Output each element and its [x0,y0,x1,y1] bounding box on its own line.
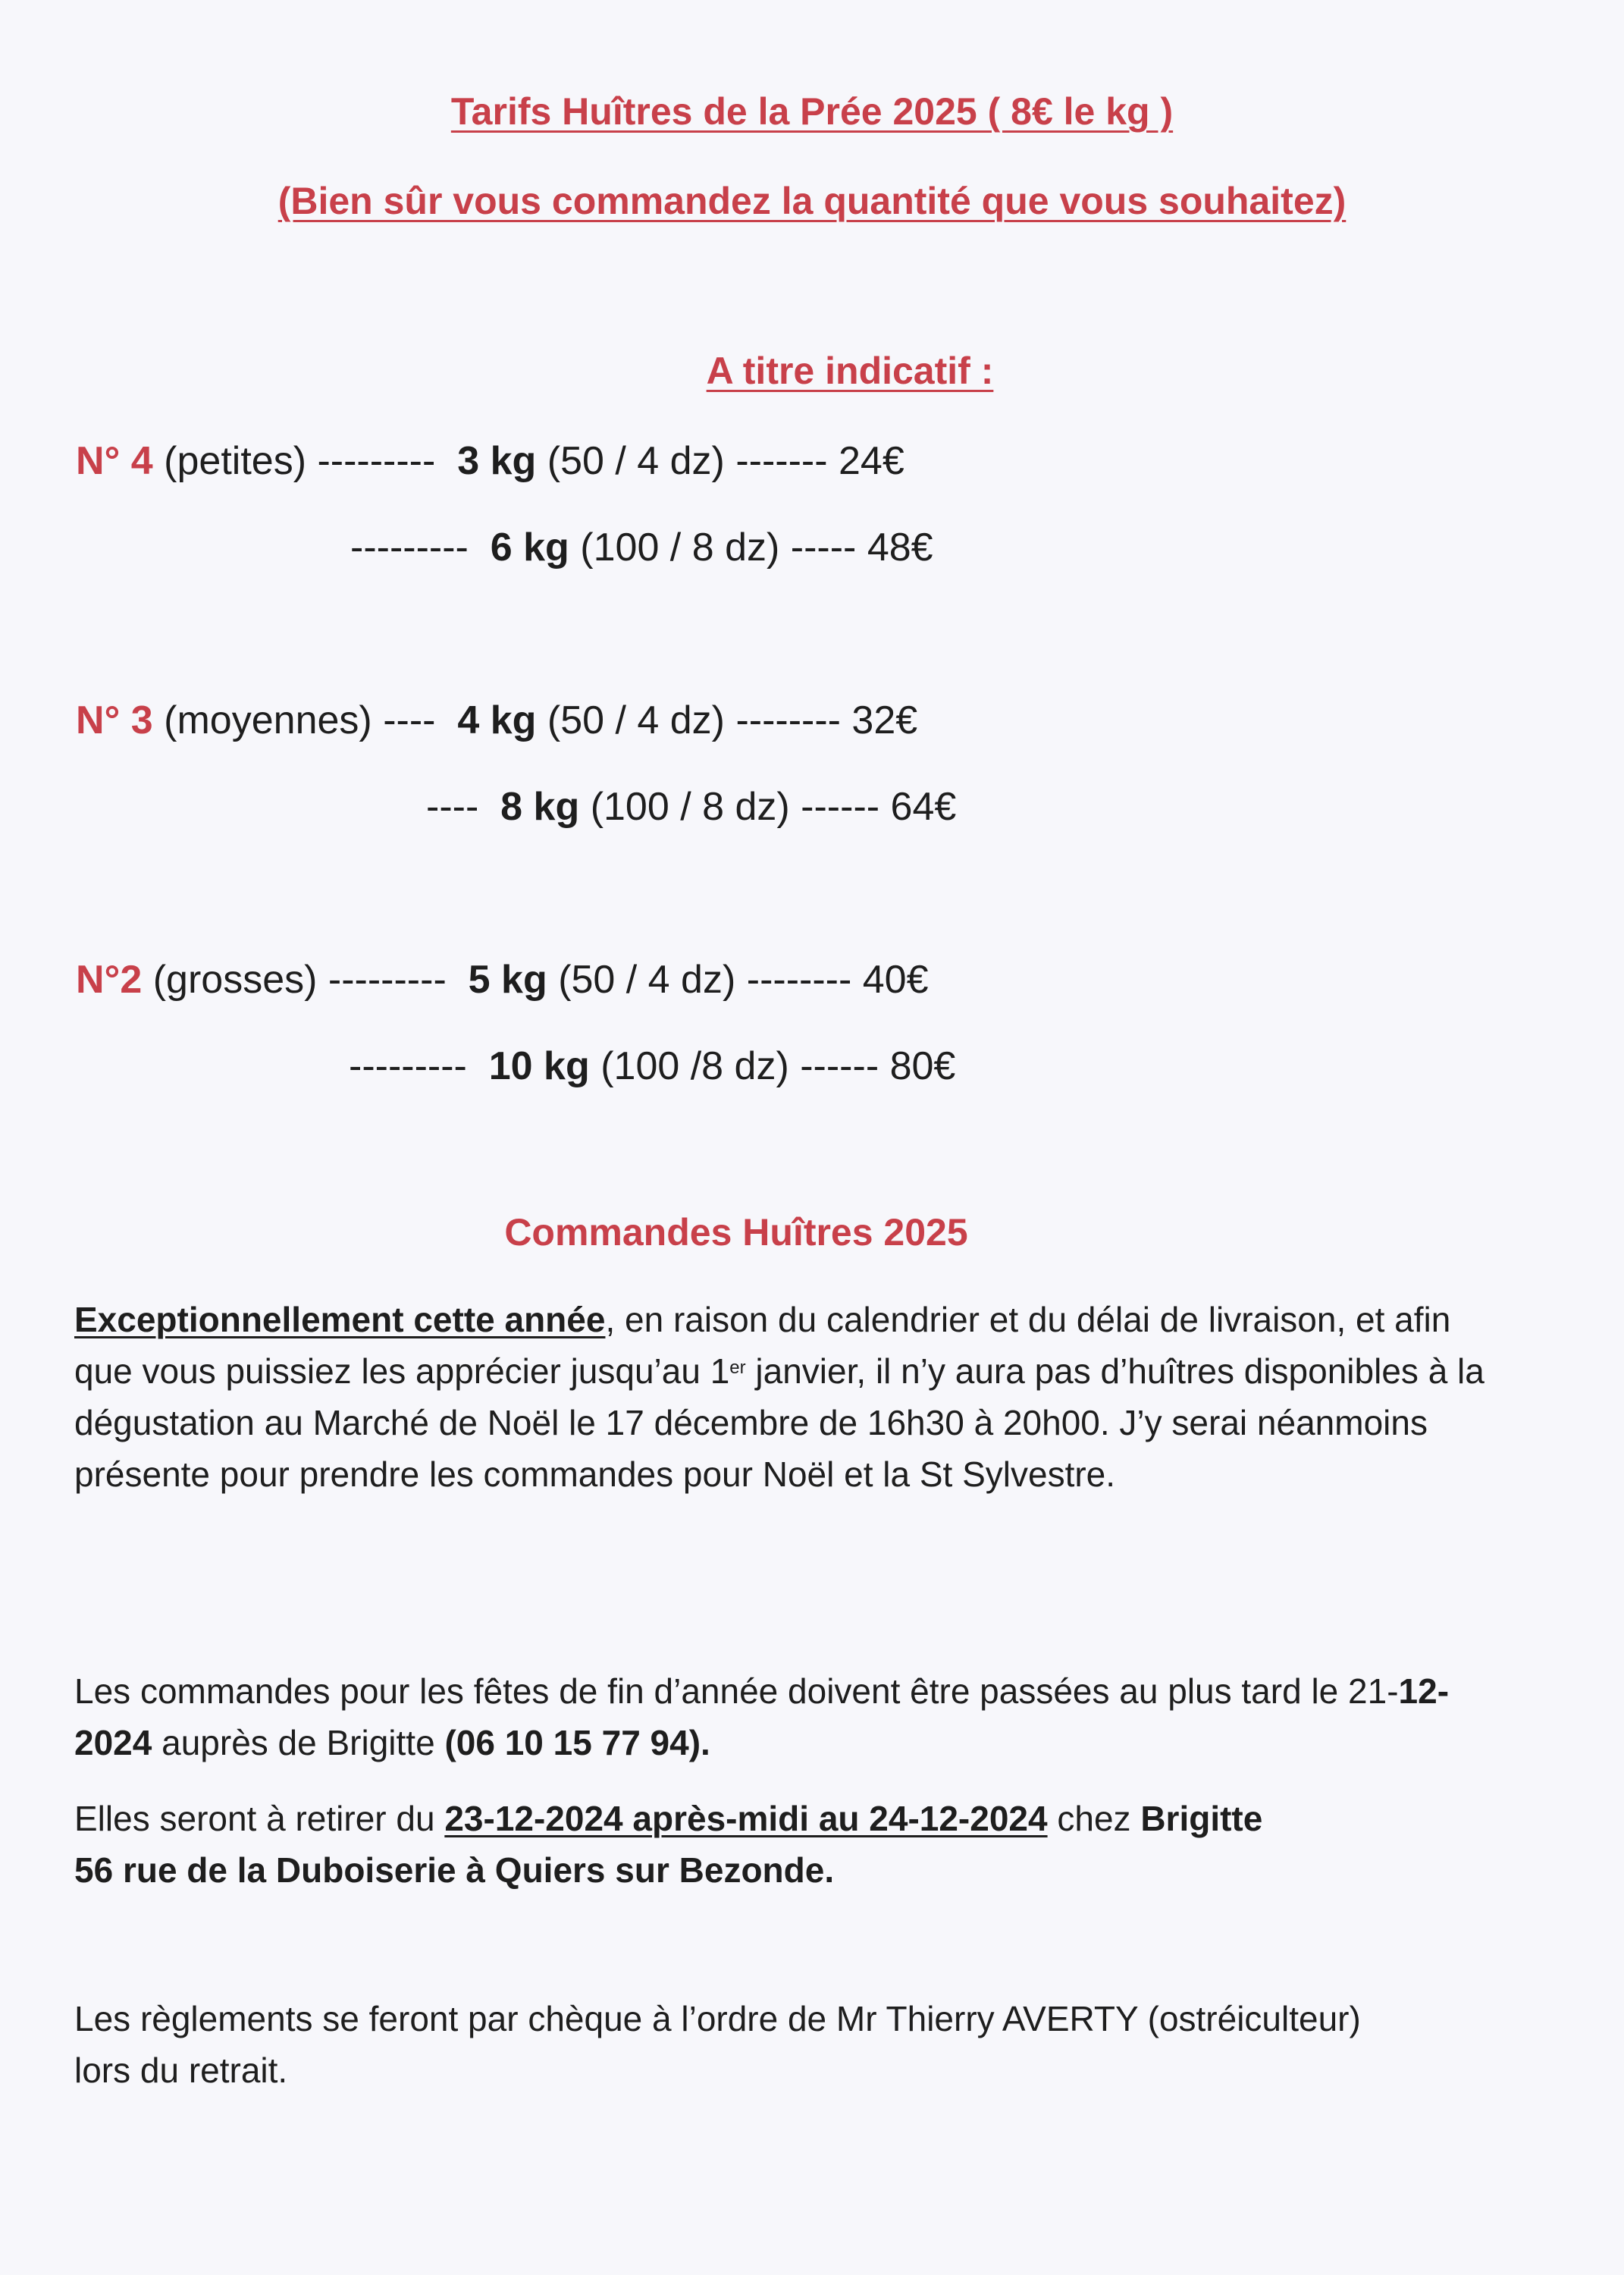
superscript: er [729,1357,746,1378]
dash: -------- [746,958,852,1002]
tarif-n2-row1 [76,957,929,1003]
tarif-qty: (50 / 4 dz) [547,439,725,483]
commandes-text: , en raison du calendrier et du délai de livraison, et afin que vous puissiez les apprécier jusqu’au 1 [74,1300,1451,1391]
tarif-n3-row2 [426,784,956,830]
dash: ---- [383,698,436,742]
commandes-paragraph-3 [74,1793,1515,1896]
commandes-text: Les commandes pour les fêtes de fin d’année doivent être passées au plus tard le 21- [74,1671,1399,1711]
tarif-qty: (100 / 8 dz) [580,526,780,570]
tarif-price: 24€ [838,439,904,483]
tarif-kg: 10 kg [488,1044,590,1088]
tarif-qty: (100 /8 dz) [600,1044,789,1088]
tarif-kg: 8 kg [500,785,580,829]
tarif-n4-row2 [350,525,933,570]
page-title: Tarifs Huîtres de la Prée 2025 ( 8€ le kg ) [450,90,1174,133]
tarif-n3-row1 [76,698,917,743]
tarif-n4-row1 [76,438,904,484]
dash: --------- [349,1044,467,1088]
tarif-n4-size: (petites) [164,439,307,483]
tarif-qty: (50 / 4 dz) [547,698,725,742]
tarif-price: 48€ [867,526,933,570]
tarif-price: 80€ [889,1044,956,1088]
tarif-price: 32€ [851,698,918,742]
tarif-n2-size: (grosses) [152,958,318,1002]
deadline-date: 12-2024 [74,1671,1450,1762]
tarif-qty: (50 / 4 dz) [558,958,736,1002]
pickup-dates: 23-12-2024 après-midi au 24-12-2024 [444,1799,1048,1838]
tarif-n3-label: N° 3 [76,698,153,742]
tarif-n3-size: (moyennes) [164,698,372,742]
indicatif-heading: A titre indicatif : [706,350,994,392]
tarif-price: 64€ [890,785,957,829]
commandes-lead: Exceptionnellement cette année [74,1300,606,1339]
tarif-n2-row2 [349,1043,955,1089]
pickup-name: Brigitte [1140,1799,1263,1838]
dash: --------- [328,958,447,1002]
tarif-n4-label: N° 4 [76,439,153,483]
tarif-qty: (100 / 8 dz) [590,785,790,829]
page-subtitle: (Bien sûr vous commandez la quantité que vous souhaitez) [277,180,1347,222]
pickup-address: 56 rue de la Duboiserie à Quiers sur Bezonde. [74,1850,835,1890]
dash: -------- [735,698,841,742]
dash: --------- [317,439,436,483]
dash: --------- [350,526,469,570]
commandes-title: Commandes Huîtres 2025 [504,1211,968,1254]
dash: ---- [426,785,479,829]
commandes-text: chez [1047,1799,1141,1838]
dash: ------- [735,439,828,483]
commandes-text: auprès de Brigitte [152,1723,445,1762]
commandes-text: Elles seront à retirer du [74,1799,445,1838]
commandes-paragraph-4 [74,1993,1363,2096]
tarif-n2-label: N°2 [76,958,143,1002]
phone-number: (06 10 15 77 94). [444,1723,710,1762]
commandes-paragraph-1 [74,1294,1515,1500]
tarif-kg: 6 kg [490,526,569,570]
dash: ------ [801,785,880,829]
commandes-paragraph-2 [74,1665,1515,1768]
commandes-text: janvier, il n’y aura pas d’huîtres disponibles à la dégustation au Marché de Noël le 17 décembre de 16h30 à 20h00. J’y serai néanmoins présente pour prendre les commandes pour Noël et la St Sylvestre. [74,1351,1484,1494]
tarif-kg: 4 kg [457,698,537,742]
dash: ----- [790,526,857,570]
payment-text: Les règlements se feront par chèque à l’ordre de Mr Thierry AVERTY (ostréiculteur) lors du retrait. [74,1999,1361,2090]
dash: ------ [800,1044,879,1088]
tarif-kg: 5 kg [468,958,547,1002]
tarif-kg: 3 kg [457,439,537,483]
tarif-price: 40€ [862,958,929,1002]
